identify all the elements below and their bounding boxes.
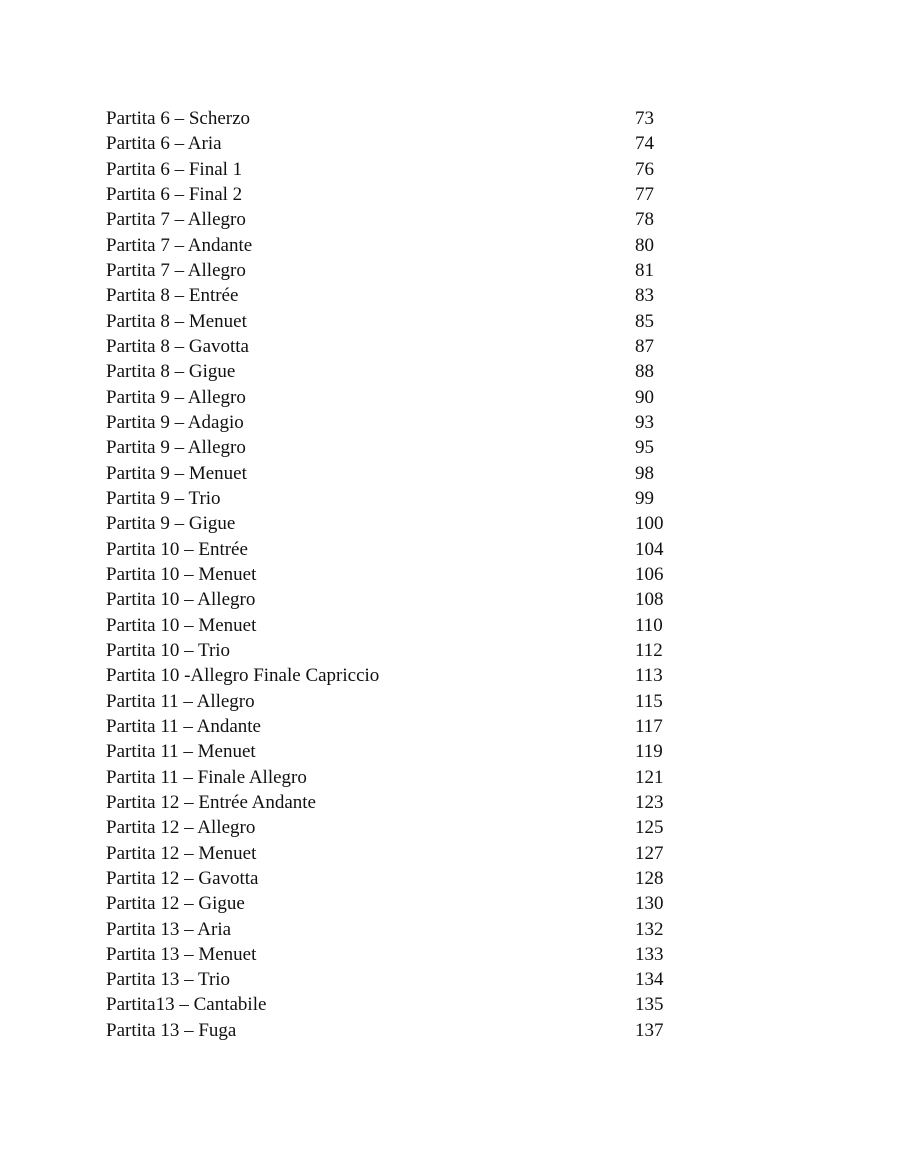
toc-entry-title: Partita 13 – Trio — [106, 969, 231, 991]
toc-entry — [106, 258, 706, 283]
toc-entry — [106, 765, 706, 790]
toc-entry — [106, 917, 706, 942]
toc-entry-title: Partita 9 – Gigue — [106, 513, 236, 535]
toc-entry-title: Partita 10 – Menuet — [106, 614, 257, 636]
toc-entry — [106, 207, 706, 232]
toc-entry — [106, 385, 706, 410]
toc-entry — [106, 942, 706, 967]
toc-entry — [106, 967, 706, 992]
toc-entry-page-number: 90 — [635, 386, 654, 408]
toc-entry-title: Partita 6 – Aria — [106, 133, 222, 155]
toc-entry-title: Partita 6 – Final 1 — [106, 158, 243, 180]
toc-entry-title: Partita 8 – Gigue — [106, 361, 236, 383]
toc-entry-title: Partita 9 – Allegro — [106, 437, 246, 459]
toc-entry-page-number: 81 — [635, 259, 654, 281]
toc-entry-title: Partita 9 – Adagio — [106, 411, 244, 433]
toc-entry-title: Partita 10 -Allegro Finale Capriccio — [106, 665, 380, 687]
toc-entry-page-number: 132 — [635, 918, 664, 940]
toc-entry-page-number: 80 — [635, 234, 654, 256]
toc-entry-page-number: 76 — [635, 158, 654, 180]
toc-entry-title: Partita 8 – Gavotta — [106, 335, 249, 357]
toc-entry — [106, 815, 706, 840]
toc-entry-title: Partita 11 – Allegro — [106, 690, 255, 712]
toc-entry-page-number: 95 — [635, 437, 654, 459]
toc-entry — [106, 1018, 706, 1043]
toc-entry — [106, 334, 706, 359]
toc-entry-page-number: 134 — [635, 969, 664, 991]
toc-entry-title: Partita 9 – Menuet — [106, 462, 247, 484]
toc-entry-page-number: 78 — [635, 209, 654, 231]
toc-entry-page-number: 85 — [635, 310, 654, 332]
toc-entry-page-number: 135 — [635, 994, 664, 1016]
toc-entry-title: Partita 9 – Allegro — [106, 386, 246, 408]
toc-entry-title: Partita 6 – Final 2 — [106, 183, 243, 205]
toc-entry-title: Partita13 – Cantabile — [106, 994, 267, 1016]
toc-entry — [106, 359, 706, 384]
toc-entry — [106, 638, 706, 663]
toc-entry-page-number: 110 — [635, 614, 663, 636]
toc-entry-page-number: 77 — [635, 183, 654, 205]
toc-entry-title: Partita 9 – Trio — [106, 487, 221, 509]
toc-entry — [106, 486, 706, 511]
toc-entry — [106, 511, 706, 536]
toc-entry-page-number: 117 — [635, 715, 663, 737]
toc-entry-title: Partita 8 – Entrée — [106, 285, 239, 307]
toc-entry — [106, 283, 706, 308]
toc-entry — [106, 663, 706, 688]
toc-entry-title: Partita 7 – Allegro — [106, 259, 246, 281]
toc-entry-page-number: 125 — [635, 817, 664, 839]
toc-entry — [106, 106, 706, 131]
toc-entry-page-number: 74 — [635, 133, 654, 155]
toc-entry-page-number: 137 — [635, 1019, 664, 1041]
toc-entry-title: Partita 10 – Trio — [106, 639, 231, 661]
toc-entry — [106, 992, 706, 1017]
toc-entry-page-number: 128 — [635, 867, 664, 889]
toc-entry — [106, 841, 706, 866]
toc-entry — [106, 587, 706, 612]
toc-entry-page-number: 113 — [635, 665, 663, 687]
toc-entry-page-number: 123 — [635, 791, 664, 813]
toc-entry-title: Partita 7 – Allegro — [106, 209, 246, 231]
toc-entry-page-number: 108 — [635, 589, 664, 611]
toc-entry-title: Partita 13 – Menuet — [106, 943, 257, 965]
toc-entry — [106, 562, 706, 587]
toc-entry — [106, 131, 706, 156]
toc-entry-title: Partita 10 – Entrée — [106, 538, 248, 560]
toc-entry — [106, 461, 706, 486]
toc-entry-title: Partita 11 – Menuet — [106, 741, 256, 763]
toc-entry-page-number: 133 — [635, 943, 664, 965]
toc-entry-title: Partita 10 – Menuet — [106, 563, 257, 585]
toc-entry — [106, 435, 706, 460]
toc-entry — [106, 233, 706, 258]
toc-entry-title: Partita 7 – Andante — [106, 234, 253, 256]
toc-entry-title: Partita 11 – Finale Allegro — [106, 766, 307, 788]
toc-entry-title: Partita 12 – Allegro — [106, 817, 256, 839]
toc-entry-page-number: 87 — [635, 335, 654, 357]
toc-entry — [106, 714, 706, 739]
toc-entry — [106, 537, 706, 562]
toc-entry-title: Partita 11 – Andante — [106, 715, 261, 737]
toc-entry-title: Partita 6 – Scherzo — [106, 108, 251, 129]
toc-entry-page-number: 127 — [635, 842, 664, 864]
toc-entry — [106, 410, 706, 435]
toc-entry-page-number: 119 — [635, 741, 663, 763]
toc-entry-page-number: 112 — [635, 639, 663, 661]
toc-entry-page-number: 104 — [635, 538, 664, 560]
toc-entry-page-number: 106 — [635, 563, 664, 585]
table-of-contents — [106, 106, 706, 1043]
toc-entry — [106, 739, 706, 764]
toc-entry-page-number: 99 — [635, 487, 654, 509]
toc-entry — [106, 790, 706, 815]
toc-entry-page-number: 98 — [635, 462, 654, 484]
toc-entry-page-number: 88 — [635, 361, 654, 383]
toc-entry-page-number: 93 — [635, 411, 654, 433]
toc-entry-page-number: 100 — [635, 513, 664, 535]
toc-entry-page-number: 121 — [635, 766, 664, 788]
toc-entry — [106, 309, 706, 334]
toc-entry-title: Partita 12 – Menuet — [106, 842, 257, 864]
toc-entry — [106, 182, 706, 207]
toc-entry-title: Partita 12 – Gigue — [106, 893, 245, 915]
toc-entry — [106, 891, 706, 916]
toc-entry — [106, 689, 706, 714]
toc-entry-page-number: 115 — [635, 690, 663, 712]
toc-entry-page-number: 130 — [635, 893, 664, 915]
toc-entry-page-number: 73 — [635, 108, 654, 129]
toc-entry-title: Partita 10 – Allegro — [106, 589, 256, 611]
toc-entry — [106, 157, 706, 182]
toc-entry-title: Partita 13 – Fuga — [106, 1019, 237, 1041]
toc-entry-title: Partita 13 – Aria — [106, 918, 232, 940]
toc-entry-title: Partita 8 – Menuet — [106, 310, 247, 332]
toc-entry-title: Partita 12 – Entrée Andante — [106, 791, 316, 813]
toc-entry-page-number: 83 — [635, 285, 654, 307]
toc-entry — [106, 866, 706, 891]
toc-entry-title: Partita 12 – Gavotta — [106, 867, 259, 889]
toc-entry — [106, 613, 706, 638]
